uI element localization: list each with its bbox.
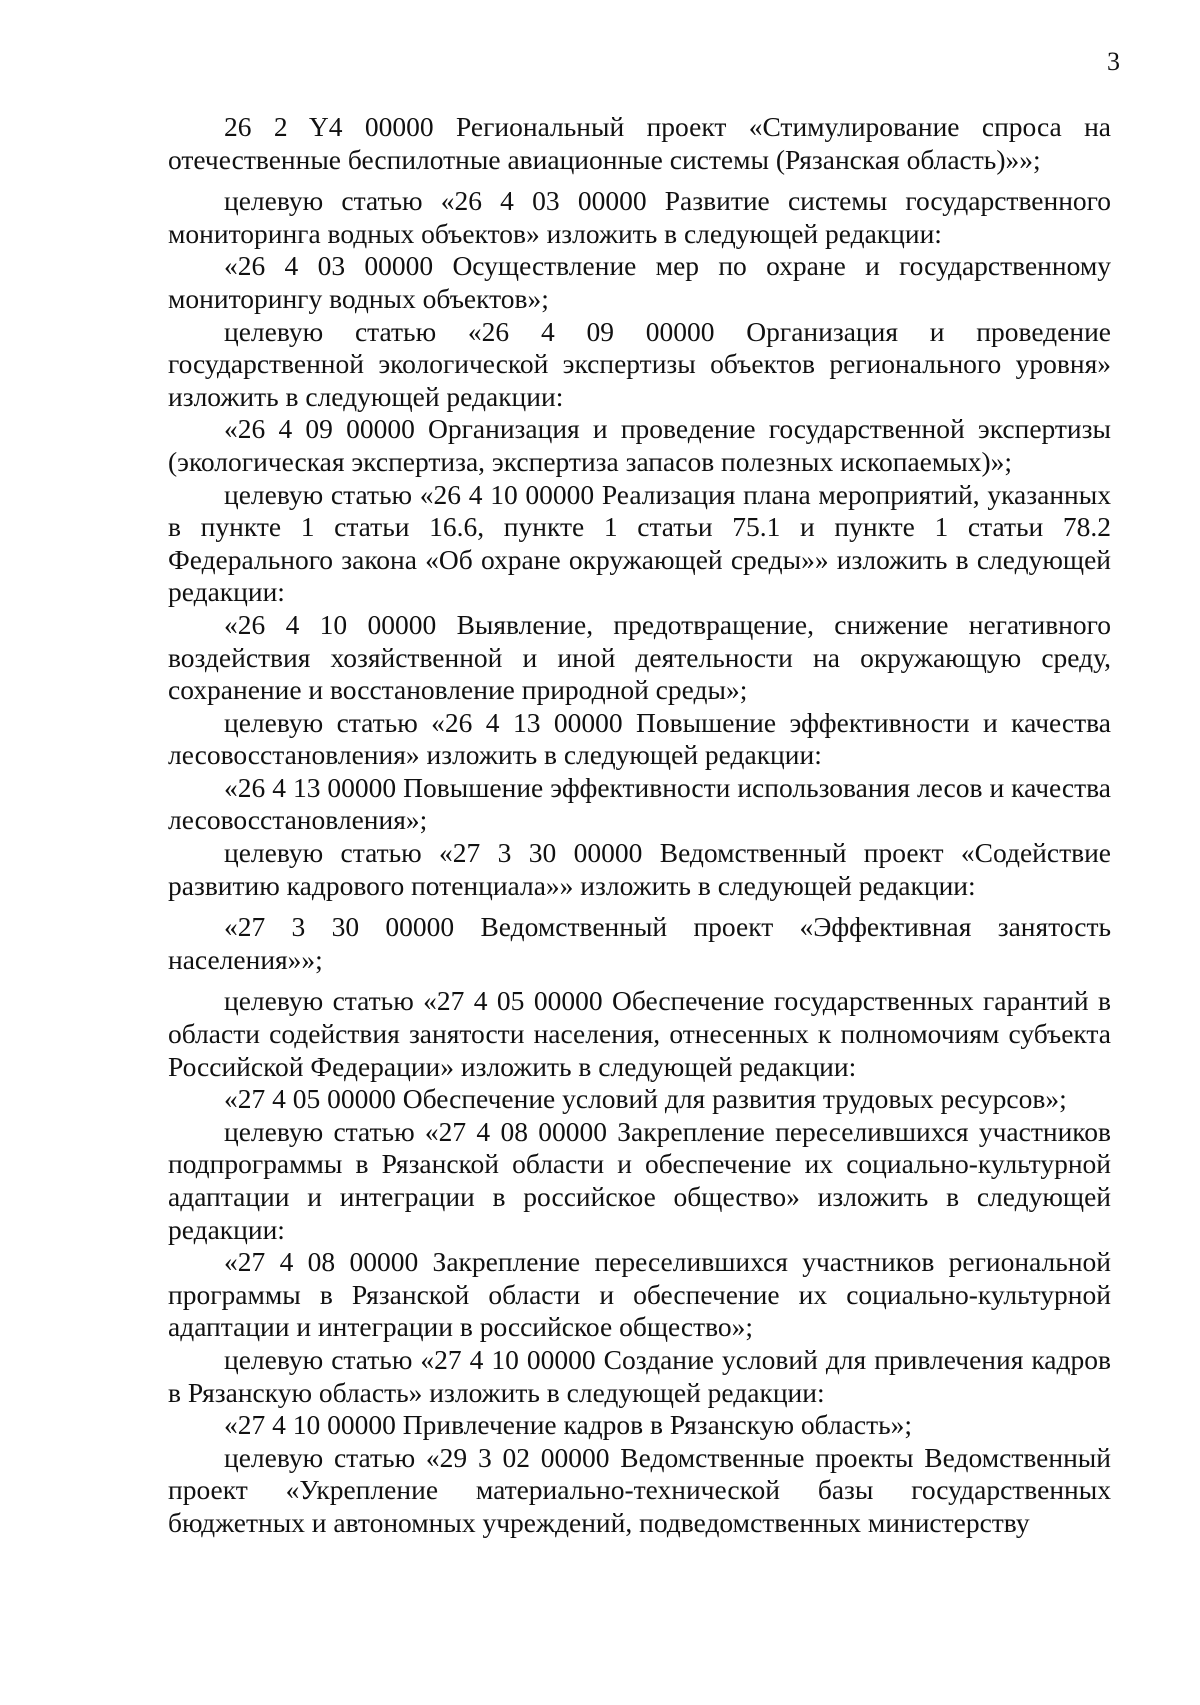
paragraph: целевую статью «27 4 05 00000 Обеспечение государственных гарантий в области содействия занятости населения, отнесенных к полномочиям субъекта Российской Федерации» изложить в следующей редакции: bbox=[168, 985, 1111, 1082]
paragraph: целевую статью «26 4 03 00000 Развитие системы государственного мониторинга водных объектов» изложить в следующей редакции: bbox=[168, 185, 1111, 249]
paragraph: «26 4 10 00000 Выявление, предотвращение, снижение негативного воздействия хозяйственной и иной деятельности на окружающую среду, сохранение и восстановление природной среды»; bbox=[168, 608, 1111, 706]
paragraph: целевую статью «29 3 02 00000 Ведомственные проекты Ведомственный проект «Укрепление материально-технической базы государственных бюджетных и автономных учреждений, подведомственных министерству bbox=[168, 1441, 1111, 1538]
document-body bbox=[168, 111, 1111, 1540]
paragraph: «27 4 05 00000 Обеспечение условий для развития трудовых ресурсов»; bbox=[224, 1083, 1067, 1115]
paragraph: целевую статью «27 3 30 00000 Ведомственный проект «Содействие развитию кадрового потенциала»» изложить в следующей редакции: bbox=[168, 837, 1111, 901]
paragraph: «26 4 13 00000 Повышение эффективности использования лесов и качества лесовосстановления»; bbox=[168, 771, 1111, 836]
paragraph: «27 4 08 00000 Закрепление переселившихся участников региональной программы в Рязанской области и обеспечение их социально-культурной адаптации и интеграции в российское общество»; bbox=[168, 1246, 1111, 1343]
paragraph: целевую статью «26 4 13 00000 Повышение эффективности и качества лесовосстановления» изложить в следующей редакции: bbox=[168, 706, 1111, 771]
paragraph: «26 4 09 00000 Организация и проведение государственной экспертизы (экологическая экспертиза, экспертиза запасов полезных ископаемых)»; bbox=[168, 413, 1111, 477]
paragraph: 26 2 Y4 00000 Региональный проект «Стимулирование спроса на отечественные беспилотные авиационные системы (Рязанская область)»»; bbox=[168, 111, 1111, 175]
paragraph: «27 3 30 00000 Ведомственный проект «Эффективная занятость населения»»; bbox=[168, 911, 1111, 975]
paragraph: целевую статью «27 4 10 00000 Создание условий для привлечения кадров в Рязанскую область» изложить в следующей редакции: bbox=[168, 1343, 1111, 1408]
paragraph: целевую статью «26 4 10 00000 Реализация плана мероприятий, указанных в пункте 1 статьи 16.6, пункте 1 статьи 75.1 и пункте 1 статьи 78.2 Федерального закона «Об охране окружающей среды»» изложить в следующей редакции: bbox=[168, 478, 1111, 608]
paragraph: «26 4 03 00000 Осуществление мер по охране и государственному мониторингу водных объектов»; bbox=[168, 250, 1111, 314]
paragraph: целевую статью «26 4 09 00000 Организация и проведение государственной экологической экспертизы объектов регионального уровня» изложить в следующей редакции: bbox=[168, 315, 1111, 412]
paragraph: целевую статью «27 4 08 00000 Закрепление переселившихся участников подпрограммы в Рязанской области и обеспечение их социально-культурной адаптации и интеграции в российское общество» изложить в следующей редакции: bbox=[168, 1115, 1111, 1245]
page-number: 3 bbox=[1107, 47, 1120, 76]
paragraph: «27 4 10 00000 Привлечение кадров в Рязанскую область»; bbox=[224, 1409, 913, 1441]
